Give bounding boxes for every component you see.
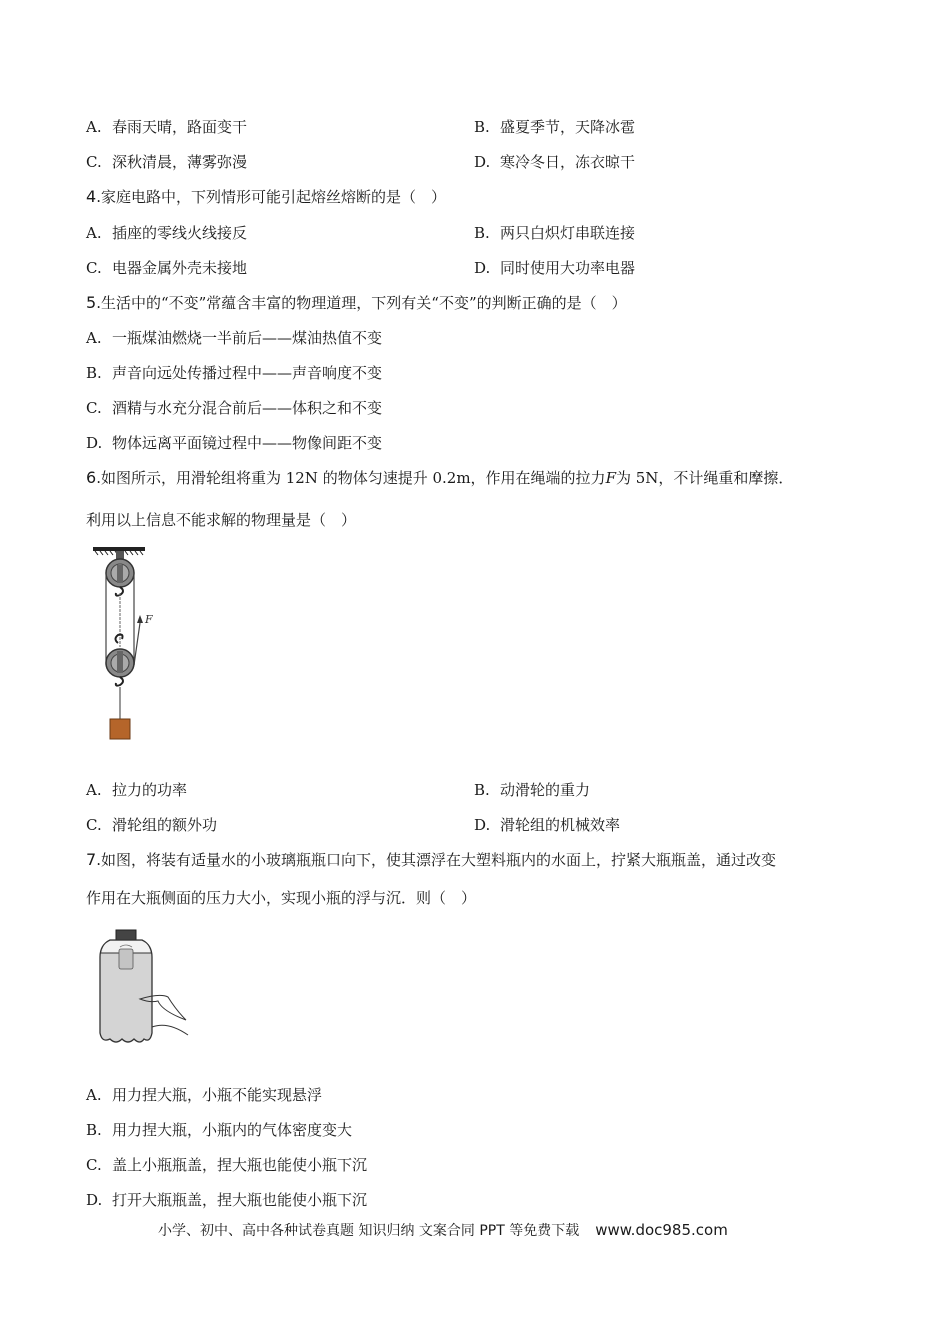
option-text: 春雨天晴，路面变干 xyxy=(112,118,248,136)
option-label: A. xyxy=(86,118,102,136)
question-text: .生活中的“不变”常蕴含丰富的物理道理，下列有关“不变”的判断正确的是（ ） xyxy=(96,294,627,312)
q6-option-c xyxy=(86,815,217,835)
svg-text:F: F xyxy=(145,613,153,626)
option-label: D. xyxy=(86,434,103,452)
question-text: 作用在大瓶侧面的压力大小，实现小瓶的浮与沉．则（ ） xyxy=(86,889,477,907)
question-text: 利用以上信息不能求解的物理量是（ ） xyxy=(86,511,357,529)
q7-option-a xyxy=(86,1085,322,1105)
option-label: A. xyxy=(86,224,102,242)
q3-option-c xyxy=(86,152,247,172)
q4-option-c xyxy=(86,258,247,278)
question-number: 4 xyxy=(86,187,97,206)
option-label: C. xyxy=(86,399,102,417)
question-number: 7 xyxy=(86,850,97,869)
page-footer xyxy=(158,1220,728,1241)
q7-stem-line1 xyxy=(86,850,776,870)
force-variable: F xyxy=(605,469,616,487)
option-label: D. xyxy=(474,259,491,277)
option-text: 盖上小瓶瓶盖，捏大瓶也能使小瓶下沉 xyxy=(112,1156,368,1174)
question-text: .如图所示，用滑轮组将重为 12N 的物体匀速提升 0.2m，作用在绳端的拉力 xyxy=(96,469,606,487)
option-label: B. xyxy=(86,364,102,382)
q5-option-b xyxy=(86,363,382,383)
option-text: 盛夏季节，天降冰雹 xyxy=(500,118,636,136)
option-label: A. xyxy=(86,1086,102,1104)
option-text: 用力捏大瓶，小瓶不能实现悬浮 xyxy=(112,1086,323,1104)
bottle-figure xyxy=(88,925,198,1050)
option-text: 深秋清晨，薄雾弥漫 xyxy=(112,153,248,171)
option-text: 寒冷冬日，冻衣晾干 xyxy=(500,153,636,171)
q3-option-d xyxy=(474,152,635,172)
option-label: B. xyxy=(474,224,490,242)
question-number: 5 xyxy=(86,293,97,312)
option-label: B. xyxy=(474,781,490,799)
q4-stem xyxy=(86,187,446,207)
q6-option-b xyxy=(474,780,590,800)
option-text: 插座的零线火线接反 xyxy=(112,224,248,242)
option-text: 两只白炽灯串联连接 xyxy=(500,224,636,242)
option-text: 滑轮组的额外功 xyxy=(112,816,218,834)
option-text: 滑轮组的机械效率 xyxy=(500,816,621,834)
question-text: .如图，将装有适量水的小玻璃瓶瓶口向下，使其漂浮在大塑料瓶内的水面上，拧紧大瓶瓶盖，通过改变 xyxy=(96,851,776,869)
q6-stem-line1 xyxy=(86,468,793,488)
q6-option-a xyxy=(86,780,187,800)
option-text: 声音向远处传播过程中——声音响度不变 xyxy=(112,364,383,382)
q5-option-c xyxy=(86,398,382,418)
footer-url-link[interactable]: www.doc985.com xyxy=(595,1221,728,1239)
option-text: 酒精与水充分混合前后——体积之和不变 xyxy=(112,399,383,417)
bottle-diagram-icon xyxy=(88,925,198,1050)
option-label: D. xyxy=(474,153,491,171)
q5-option-d xyxy=(86,433,382,453)
q7-option-d xyxy=(86,1190,367,1210)
q4-option-a xyxy=(86,223,247,243)
q7-option-c xyxy=(86,1155,367,1175)
option-label: C. xyxy=(86,816,102,834)
question-text-cont: 为 5N，不计绳重和摩擦． xyxy=(615,469,794,487)
option-label: A. xyxy=(86,781,102,799)
option-label: C. xyxy=(86,153,102,171)
option-text: 打开大瓶瓶盖，捏大瓶也能使小瓶下沉 xyxy=(112,1191,368,1209)
q3-option-a xyxy=(86,117,247,137)
option-text: 物体远离平面镜过程中——物像间距不变 xyxy=(112,434,383,452)
pulley-diagram-icon xyxy=(88,543,188,748)
option-label: A. xyxy=(86,329,102,347)
q5-option-a xyxy=(86,328,382,348)
option-label: C. xyxy=(86,1156,102,1174)
question-number: 6 xyxy=(86,468,97,487)
q3-option-b xyxy=(474,117,635,137)
q6-option-d xyxy=(474,815,620,835)
q4-option-d xyxy=(474,258,635,278)
option-label: D. xyxy=(86,1191,103,1209)
option-label: D. xyxy=(474,816,491,834)
option-text: 用力捏大瓶，小瓶内的气体密度变大 xyxy=(112,1121,353,1139)
q4-option-b xyxy=(474,223,635,243)
pulley-system-figure xyxy=(88,543,188,748)
q7-option-b xyxy=(86,1120,352,1140)
option-text: 电器金属外壳未接地 xyxy=(112,259,248,277)
footer-text: 小学、初中、高中各种试卷真题 知识归纳 文案合同 PPT 等免费下载 xyxy=(158,1223,580,1239)
option-text: 拉力的功率 xyxy=(112,781,188,799)
option-text: 同时使用大功率电器 xyxy=(500,259,636,277)
q7-stem-line2 xyxy=(86,888,476,908)
q6-stem-line2 xyxy=(86,510,356,530)
option-text: 动滑轮的重力 xyxy=(500,781,591,799)
question-text: .家庭电路中，下列情形可能引起熔丝熔断的是（ ） xyxy=(96,188,446,206)
option-label: B. xyxy=(86,1121,102,1139)
option-label: B. xyxy=(474,118,490,136)
option-label: C. xyxy=(86,259,102,277)
q5-stem xyxy=(86,293,627,313)
option-text: 一瓶煤油燃烧一半前后——煤油热值不变 xyxy=(112,329,383,347)
